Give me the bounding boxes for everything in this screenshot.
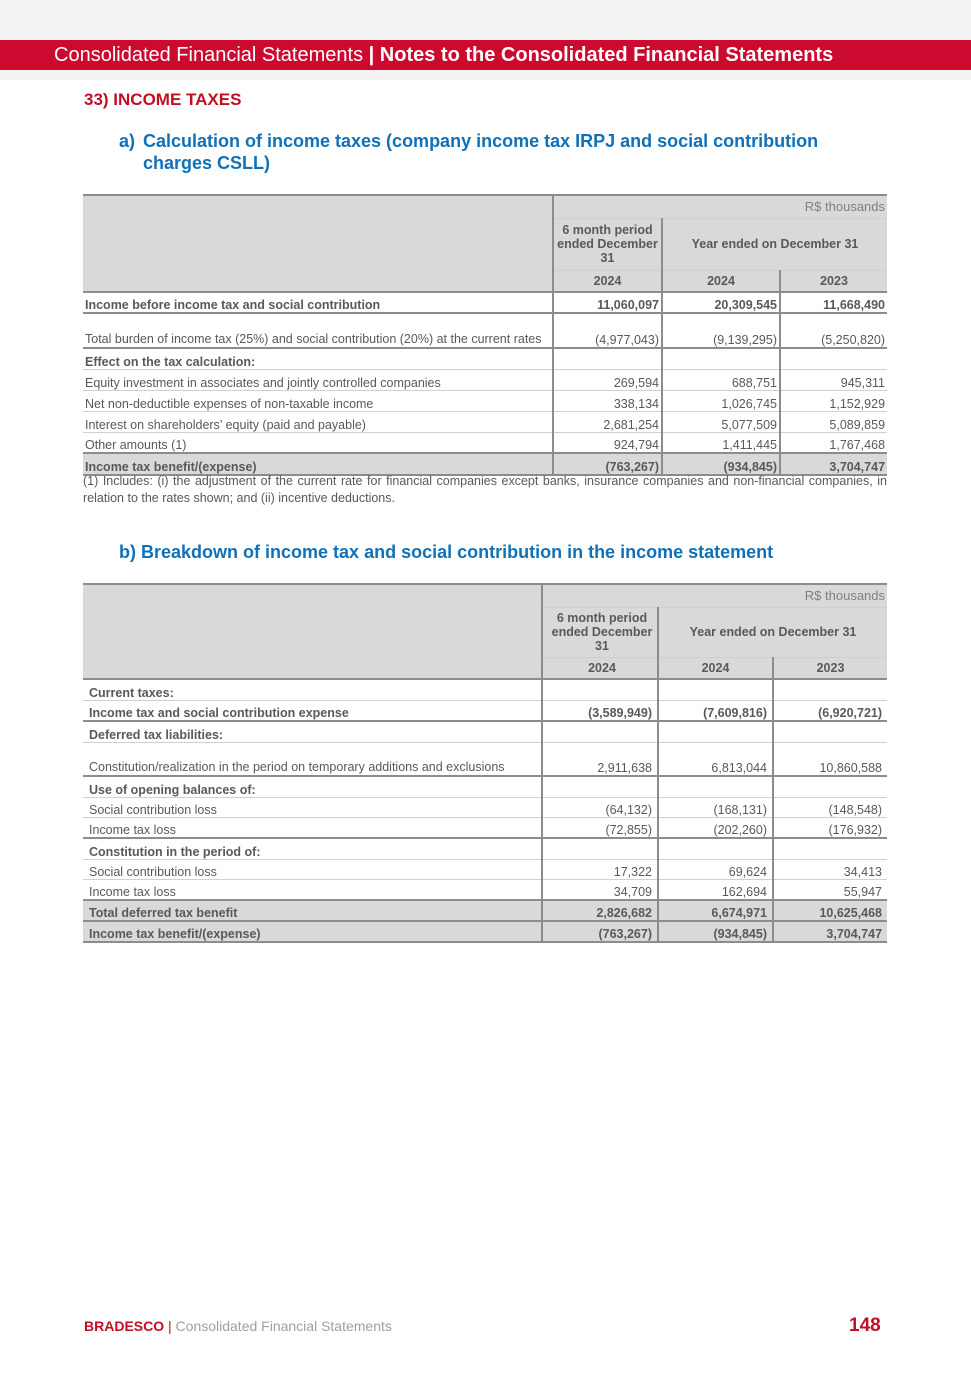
top-margin-band: [0, 0, 971, 40]
col-year: 2023: [773, 657, 887, 679]
header-under-band: [0, 70, 971, 80]
page-number: 148: [849, 1315, 881, 1336]
cell-value: (72,855): [542, 817, 658, 838]
row-label: Social contribution loss: [83, 859, 542, 879]
header-blank-cell: [83, 584, 542, 679]
col-group-year-ended: Year ended on December 31: [662, 218, 887, 270]
cell-value: 1,152,929: [780, 390, 887, 411]
table-b-title-text: Breakdown of income tax and social contribution in the income statement: [141, 542, 774, 562]
row-label: Income tax benefit/(expense): [83, 453, 553, 475]
table-row: [83, 879, 887, 900]
cell-value: 5,089,859: [780, 411, 887, 432]
cell-value: (176,932): [773, 817, 887, 838]
cell-value: [658, 776, 773, 797]
cell-value: (202,260): [658, 817, 773, 838]
cell-value: 6,813,044: [658, 742, 773, 776]
header-blank-cell: [83, 195, 553, 292]
row-label: Income tax and social contribution expense: [83, 700, 542, 721]
row-label: Interest on shareholders’ equity (paid and payable): [83, 411, 553, 432]
cell-value: 34,709: [542, 879, 658, 900]
row-label: Constitution in the period of:: [83, 838, 542, 859]
row-label: Income tax loss: [83, 817, 542, 838]
cell-value: [773, 776, 887, 797]
cell-value: 688,751: [662, 369, 780, 390]
cell-value: [658, 679, 773, 700]
cell-value: 11,060,097: [553, 292, 662, 313]
cell-value: 945,311: [780, 369, 887, 390]
cell-value: [773, 679, 887, 700]
cell-value: [542, 838, 658, 859]
col-year: 2024: [553, 270, 662, 292]
cell-value: 338,134: [553, 390, 662, 411]
cell-value: (6,920,721): [773, 700, 887, 721]
cell-value: [658, 838, 773, 859]
header-right-text: Notes to the Consolidated Financial Statements: [379, 44, 834, 66]
table-total-row: [83, 453, 887, 475]
footer-text: Consolidated Financial Statements: [175, 1318, 392, 1334]
row-label: Income before income tax and social contribution: [83, 292, 553, 313]
cell-value: 2,681,254: [553, 411, 662, 432]
cell-value: (148,548): [773, 797, 887, 817]
row-label: Constitution/realization in the period on temporary additions and exclusions: [83, 742, 542, 776]
cell-value: (934,845): [658, 921, 773, 942]
row-label: Current taxes:: [83, 679, 542, 700]
cell-value: [773, 721, 887, 742]
cell-value: 1,411,445: [662, 432, 780, 453]
cell-value: 10,860,588: [773, 742, 887, 776]
table-row: [83, 348, 887, 369]
table-b-title: [119, 541, 773, 563]
cell-value: 10,625,468: [773, 900, 887, 921]
cell-value: 20,309,545: [662, 292, 780, 313]
cell-value: 2,826,682: [542, 900, 658, 921]
footer-separator: |: [168, 1318, 172, 1334]
cell-value: [542, 776, 658, 797]
row-label: Effect on the tax calculation:: [83, 348, 553, 369]
row-label: Income tax benefit/(expense): [83, 921, 542, 942]
cell-value: 5,077,509: [662, 411, 780, 432]
cell-value: (3,589,949): [542, 700, 658, 721]
table-a-title-text: Calculation of income taxes (company income tax IRPJ and social contribution charges CSLL): [143, 131, 819, 173]
cell-value: (7,609,816): [658, 700, 773, 721]
income-tax-breakdown-table: [83, 583, 887, 943]
row-label: Other amounts (1): [83, 432, 553, 453]
col-group-6-month: 6 month period ended December 31: [553, 218, 662, 270]
cell-value: (934,845): [662, 453, 780, 475]
cell-value: [662, 348, 780, 369]
cell-value: 55,947: [773, 879, 887, 900]
footer: [84, 1318, 392, 1334]
table-row: [83, 776, 887, 797]
cell-value: [542, 679, 658, 700]
table-row: [83, 742, 887, 776]
cell-value: 34,413: [773, 859, 887, 879]
col-group-year-ended: Year ended on December 31: [658, 607, 887, 657]
table-total-row: [83, 900, 887, 921]
row-label: Use of opening balances of:: [83, 776, 542, 797]
col-year: 2024: [658, 657, 773, 679]
cell-value: 924,794: [553, 432, 662, 453]
cell-value: (168,131): [658, 797, 773, 817]
cell-value: 6,674,971: [658, 900, 773, 921]
section-title: 33) INCOME TAXES: [84, 90, 242, 109]
table-row: [83, 700, 887, 721]
header-bar: [0, 40, 971, 70]
unit-label: R$ thousands: [553, 195, 887, 218]
table-row: [83, 817, 887, 838]
cell-value: 69,624: [658, 859, 773, 879]
cell-value: [553, 348, 662, 369]
table-row: [83, 390, 887, 411]
cell-value: 1,767,468: [780, 432, 887, 453]
table-a-title: [119, 130, 879, 174]
header-separator: |: [368, 44, 375, 66]
table-row: [83, 797, 887, 817]
cell-value: (9,139,295): [662, 313, 780, 348]
table-row: [83, 313, 887, 348]
cell-value: 3,704,747: [773, 921, 887, 942]
row-label: Net non-deductible expenses of non-taxable income: [83, 390, 553, 411]
cell-value: (763,267): [553, 453, 662, 475]
row-label: Total deferred tax benefit: [83, 900, 542, 921]
row-label: Equity investment in associates and jointly controlled companies: [83, 369, 553, 390]
col-group-6-month: 6 month period ended December 31: [542, 607, 658, 657]
cell-value: [780, 348, 887, 369]
income-tax-calculation-table: [83, 194, 887, 476]
col-year: 2024: [662, 270, 780, 292]
cell-value: (5,250,820): [780, 313, 887, 348]
header-left-text: Consolidated Financial Statements: [54, 44, 364, 66]
col-year: 2023: [780, 270, 887, 292]
cell-value: (4,977,043): [553, 313, 662, 348]
table-row: [83, 859, 887, 879]
table-row: [83, 679, 887, 700]
table-row: [83, 432, 887, 453]
cell-value: [773, 838, 887, 859]
cell-value: [542, 721, 658, 742]
table-row: [83, 292, 887, 313]
cell-value: (763,267): [542, 921, 658, 942]
cell-value: 3,704,747: [780, 453, 887, 475]
cell-value: 2,911,638: [542, 742, 658, 776]
row-label: Social contribution loss: [83, 797, 542, 817]
col-year: 2024: [542, 657, 658, 679]
cell-value: 17,322: [542, 859, 658, 879]
table-row: [83, 369, 887, 390]
row-label: Total burden of income tax (25%) and social contribution (20%) at the current rates: [83, 313, 553, 348]
table-a-footnote: (1) Includes: (i) the adjustment of the current rate for financial companies except banks, insurance companies and non-financial companies, in relation to the rates shown; and (ii) incentive deductions.: [83, 474, 887, 505]
cell-value: 11,668,490: [780, 292, 887, 313]
row-label: Deferred tax liabilities:: [83, 721, 542, 742]
footer-brand: BRADESCO: [84, 1318, 165, 1334]
cell-value: 269,594: [553, 369, 662, 390]
table-row: [83, 721, 887, 742]
cell-value: 162,694: [658, 879, 773, 900]
table-a-title-label: a): [119, 131, 136, 151]
table-row: [83, 838, 887, 859]
table-total-row: [83, 921, 887, 942]
cell-value: [658, 721, 773, 742]
unit-label: R$ thousands: [542, 584, 887, 607]
row-label: Income tax loss: [83, 879, 542, 900]
table-row: [83, 411, 887, 432]
cell-value: 1,026,745: [662, 390, 780, 411]
table-b-title-label: b): [119, 542, 136, 562]
cell-value: (64,132): [542, 797, 658, 817]
